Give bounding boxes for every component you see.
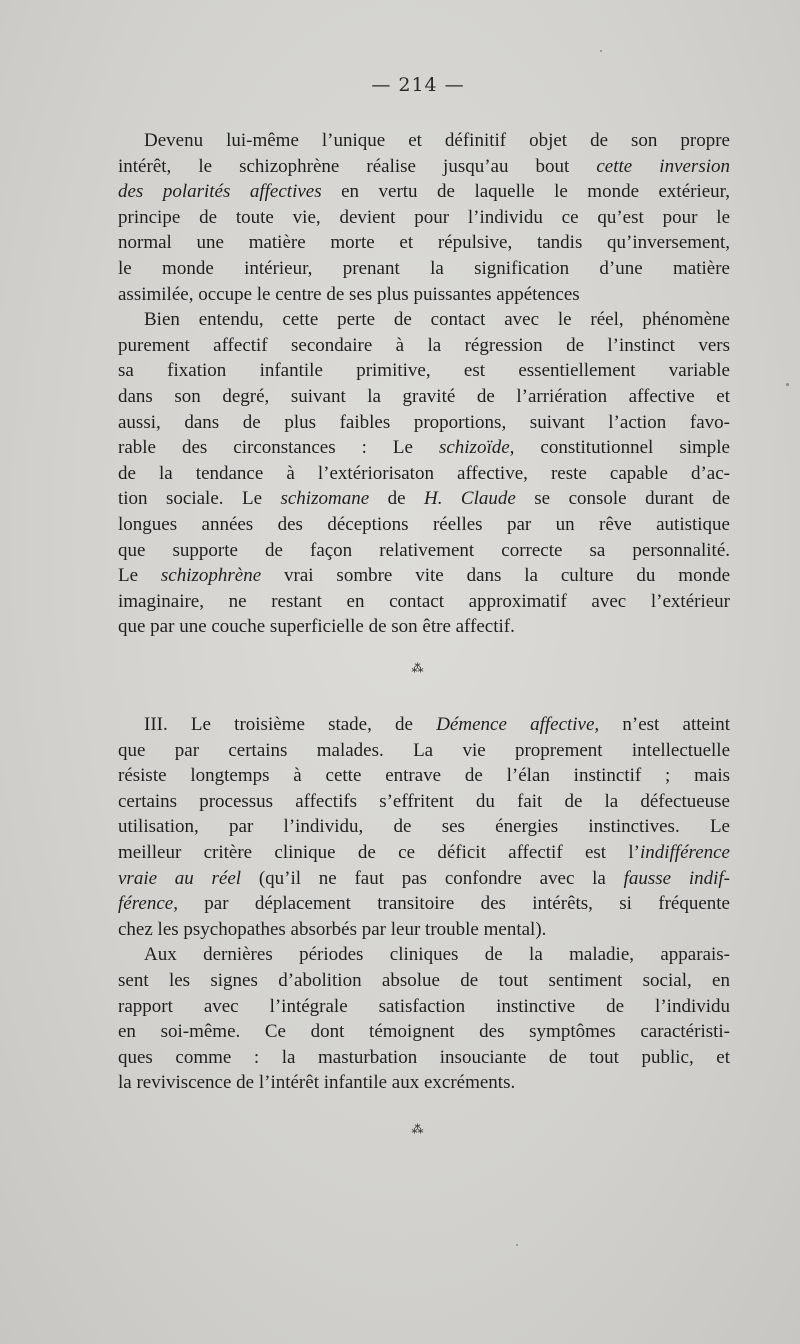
text-segment: vrai sombre vite dans la culture du monde (261, 565, 730, 587)
section-2-text (118, 712, 730, 1096)
text-line (118, 763, 730, 789)
text-segment: que par une couche superficielle de son être affectif. (118, 616, 515, 638)
text-segment: que par certains malades. La vie proprement intellectuelle (118, 739, 730, 761)
italic-segment: fausse indif- (623, 867, 731, 889)
text-segment: Devenu lui-même l’unique et définitif objet de son propre (144, 130, 730, 151)
text-line (118, 789, 730, 815)
asterism-separator: ⁂ (411, 661, 425, 675)
text-line (118, 1019, 730, 1045)
text-segment: de (369, 488, 424, 510)
italic-segment: férence, (118, 893, 178, 915)
text-line (118, 1045, 730, 1071)
text-line (118, 486, 730, 512)
text-segment: de la tendance à l’extériorisaton affective, reste capable d’ac- (118, 462, 730, 484)
text-segment: dans son degré, suivant la gravité de l’arriération affective et (118, 385, 730, 407)
text-segment: utilisation, par l’individu, de ses énergies instinctives. Le (118, 816, 730, 838)
text-line (118, 358, 730, 384)
text-line (118, 589, 730, 615)
text-segment: Bien entendu, cette perte de contact avec le réel, phénomène (144, 309, 730, 331)
text-segment: ques comme : la masturbation insouciante de tout public, et (118, 1046, 730, 1068)
text-line (118, 435, 730, 461)
text-segment: rapport avec l’intégrale satisfaction instinctive de l’individu (118, 995, 730, 1017)
text-segment: se console durant de (515, 488, 731, 510)
text-line (118, 917, 730, 943)
text-segment: purement affectif secondaire à la régression de l’instinct vers (118, 334, 730, 356)
text-segment: que supporte de façon relativement correcte sa personnalité. (118, 539, 730, 561)
text-line (118, 128, 730, 154)
text-segment: aussi, dans de plus faibles proportions, suivant l’action favo- (118, 411, 730, 433)
text-line (118, 614, 730, 640)
text-segment: III. Le troisième stade, de (144, 714, 437, 735)
text-segment: en vertu de laquelle le monde extérieur, (321, 181, 730, 203)
text-segment: chez les psychopathes absorbés par leur trouble mental). (118, 918, 547, 940)
section-1-text (118, 128, 730, 640)
section-1-lines (118, 128, 730, 640)
text-line (118, 538, 730, 564)
text-line (118, 840, 730, 866)
text-line (118, 282, 730, 308)
text-line (118, 410, 730, 436)
italic-segment: H. Claude (424, 488, 516, 510)
italic-segment: Démence affective, (436, 714, 600, 735)
text-line (118, 942, 730, 968)
italic-segment: schizoïde, (438, 437, 515, 459)
text-segment: tion sociale. Le (118, 488, 281, 510)
text-segment: Aux dernières périodes cliniques de la maladie, apparais- (144, 944, 730, 966)
text-segment: sa fixation infantile primitive, est essentiellement variable (118, 360, 730, 382)
text-line (118, 712, 730, 738)
text-segment: sent les signes d’abolition absolue de tout sentiment social, en (118, 969, 730, 991)
asterism-separator-end: ⁂ (411, 1122, 425, 1136)
text-segment: par déplacement transitoire des intérêts, si fréquente (177, 893, 730, 915)
section-2-lines (118, 712, 730, 1096)
text-segment: la reviviscence de l’intérêt infantile aux excréments. (118, 1072, 516, 1094)
text-segment: résiste longtemps à cette entrave de l’élan instinctif ; mais (118, 765, 730, 787)
text-segment: longues années des déceptions réelles par un rêve autistique (118, 513, 730, 535)
italic-segment: cette inversion (596, 155, 731, 177)
italic-segment: indifférence (639, 841, 730, 863)
text-line (118, 738, 730, 764)
text-segment: n’est atteint (599, 714, 731, 735)
text-segment: constitutionnel simple (514, 437, 730, 459)
text-line (118, 154, 730, 180)
text-line (118, 461, 730, 487)
text-segment: imaginaire, ne restant en contact approximatif avec l’extérieur (118, 590, 730, 612)
text-line (118, 866, 730, 892)
text-line (118, 205, 730, 231)
text-line (118, 179, 730, 205)
paper-speck (516, 1244, 518, 1246)
text-segment: rable des circonstances : Le (118, 437, 439, 459)
italic-segment: schizomane (280, 488, 370, 510)
italic-segment: vraie au réel (118, 867, 242, 889)
text-line (118, 384, 730, 410)
paper-speck (786, 383, 789, 386)
text-line (118, 230, 730, 256)
text-line (118, 814, 730, 840)
text-segment: principe de toute vie, devient pour l’individu ce qu’est pour le (118, 206, 730, 228)
text-line (118, 307, 730, 333)
italic-segment: schizophrène (160, 565, 262, 587)
paper-speck (600, 50, 602, 52)
text-segment: intérêt, le schizophrène réalise jusqu’au bout (118, 155, 597, 177)
text-segment: en soi-même. Ce dont témoignent des symptômes caractéristi- (118, 1021, 730, 1043)
text-segment: meilleur critère clinique de ce déficit affectif est l’ (118, 841, 640, 863)
text-line (118, 333, 730, 359)
text-segment: (qu’il ne faut pas confondre avec la (241, 867, 624, 889)
page-number: — 214 — (371, 74, 465, 96)
text-segment: certains processus affectifs s’effritent du fait de la défectueuse (118, 790, 730, 812)
text-segment: normal une matière morte et répulsive, tandis qu’inversement, (118, 232, 730, 254)
text-line (118, 512, 730, 538)
text-line (118, 994, 730, 1020)
text-segment: Le (118, 565, 161, 587)
text-line (118, 1070, 730, 1096)
text-segment: le monde intérieur, prenant la signification d’une matière (118, 257, 730, 279)
text-line (118, 891, 730, 917)
text-segment: assimilée, occupe le centre de ses plus puissantes appétences (118, 283, 580, 305)
text-line (118, 563, 730, 589)
italic-segment: des polarités affectives (118, 181, 322, 203)
text-line (118, 256, 730, 282)
text-line (118, 968, 730, 994)
